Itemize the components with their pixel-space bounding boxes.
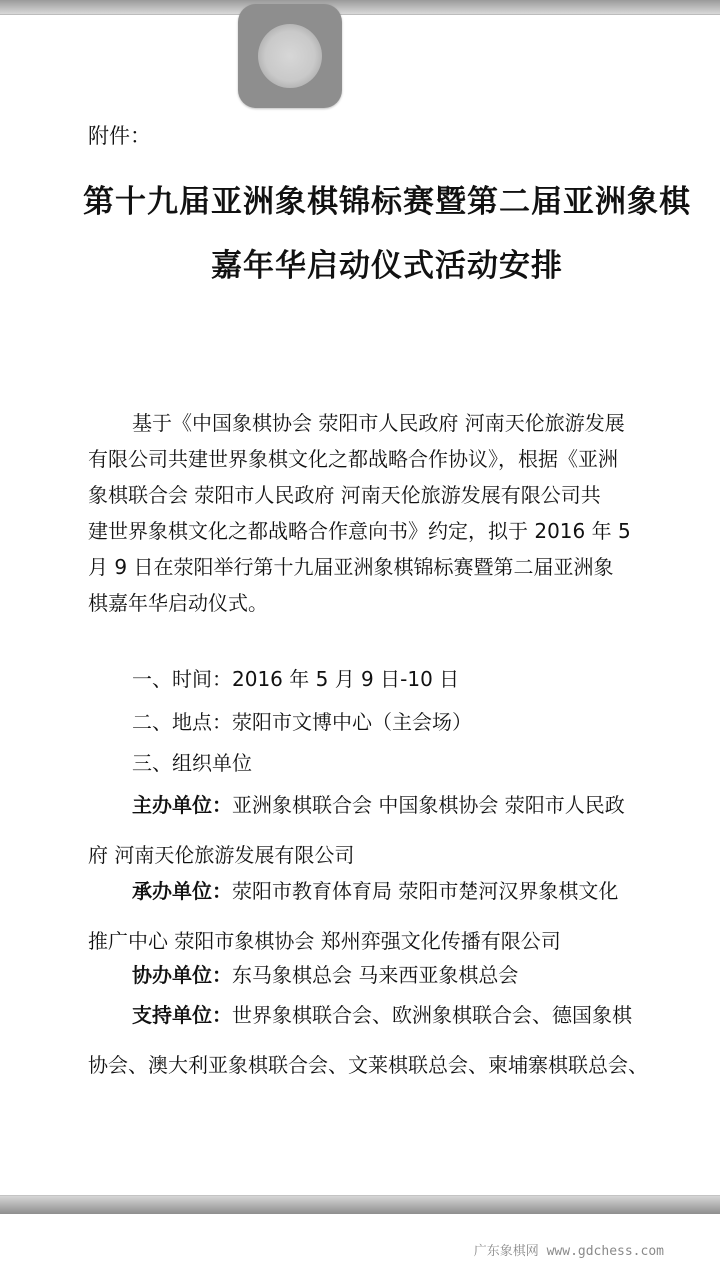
- intro-line: 月 9 日在荥阳举行第十九届亚洲象棋锦标赛暨第二届亚洲象: [88, 555, 614, 579]
- org-assist-text: 东马象棋总会 马来西亚象棋总会: [232, 963, 519, 987]
- org-organizer-label: 承办单位：: [132, 879, 232, 903]
- item-location: 二、地点：荥阳市文博中心（主会场）: [132, 710, 472, 734]
- org-organizer-text: 荥阳市教育体育局 荥阳市楚河汉界象棋文化: [232, 879, 619, 903]
- org-support-text: 世界象棋联合会、欧洲象棋联合会、德国象棋: [232, 1003, 632, 1027]
- intro-line: 基于《中国象棋协会 荥阳市人民政府 河南天伦旅游发展: [132, 411, 625, 435]
- top-edge-bar: [0, 0, 720, 14]
- org-support-block: [88, 990, 688, 1090]
- document-title-line-2: 嘉年华启动仪式活动安排: [211, 248, 563, 284]
- org-host-block: [88, 780, 688, 880]
- item-time: 一、时间：2016 年 5 月 9 日-10 日: [132, 667, 460, 691]
- intro-line: 有限公司共建世界象棋文化之都战略合作协议》，根据《亚洲: [88, 447, 618, 471]
- intro-line: 建世界象棋文化之都战略合作意向书》约定，拟于 2016 年 5: [88, 519, 631, 543]
- assistive-touch-button[interactable]: [238, 4, 342, 108]
- top-edge-line: [0, 14, 720, 15]
- intro-paragraph: [88, 405, 686, 621]
- intro-line: 象棋联合会 荥阳市人民政府 河南天伦旅游发展有限公司共: [88, 483, 601, 507]
- assistive-touch-icon: [258, 24, 322, 88]
- org-host-label: 主办单位：: [132, 793, 232, 817]
- item-organizations-heading: 三、组织单位: [132, 751, 252, 775]
- org-organizer-line: [88, 866, 688, 916]
- intro-line: 棋嘉年华启动仪式。: [88, 591, 268, 615]
- org-assist-label: 协办单位：: [132, 963, 232, 987]
- org-host-line: [88, 780, 688, 830]
- site-watermark: 广东象棋网 www.gdchess.com: [473, 1244, 664, 1259]
- org-host-text: 亚洲象棋联合会 中国象棋协会 荥阳市人民政: [232, 793, 625, 817]
- org-support-line: 协会、澳大利亚象棋联合会、文莱棋联总会、柬埔寨棋联总会、: [88, 1053, 648, 1077]
- attachment-label: 附件：: [88, 124, 151, 148]
- org-host-line: 府 河南天伦旅游发展有限公司: [88, 843, 355, 867]
- org-support-label: 支持单位：: [132, 1003, 232, 1027]
- org-support-line: [88, 990, 688, 1040]
- org-organizer-line: 推广中心 荥阳市象棋协会 郑州弈强文化传播有限公司: [88, 929, 561, 953]
- bottom-edge-bar: [0, 1196, 720, 1214]
- document-title-line-1: 第十九届亚洲象棋锦标赛暨第二届亚洲象棋: [83, 184, 691, 220]
